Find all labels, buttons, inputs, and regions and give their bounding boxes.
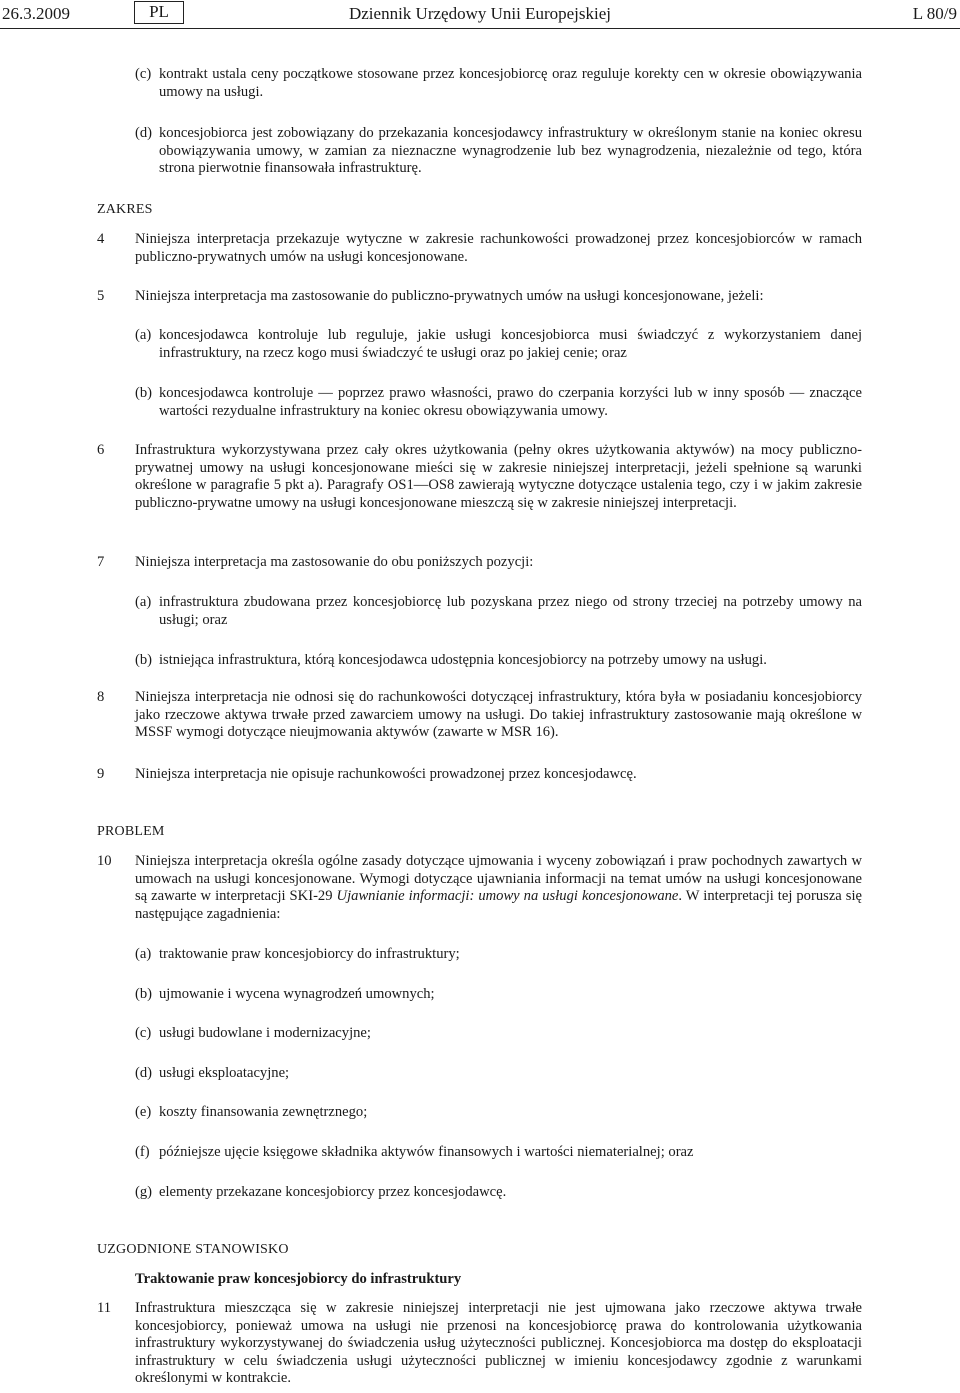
item-10f-text: późniejsze ujęcie księgowe składnika aktywów finansowych i wartości niematerialnej; oraz: [159, 1144, 694, 1160]
item-5b-text: koncesjodawca kontroluje — poprzez prawo własności, prawo do czerpania korzyści lub w inny sposób — znaczące wartości rezydualne infrastruktury na koniec okresu obowiązywania umowy.: [159, 385, 862, 419]
paragraph-10-text-end: . W interpretacji tej porusza się następujące zagadnienia:: [135, 888, 862, 922]
item-5a-text: koncesjodawca kontroluje lub reguluje, jakie usługi koncesjobiorca musi świadczyć z wykorzystaniem danej infrastruktury, na rzecz kogo musi świadczyć te usługi oraz po jakiej cenie; oraz: [159, 327, 862, 361]
header-rule: [0, 28, 960, 29]
item-label-10a: (a): [135, 946, 152, 962]
paragraph-7-text: Niniejsza interpretacja ma zastosowanie do obu poniższych pozycji:: [135, 554, 534, 570]
paragraph-8-text: Niniejsza interpretacja nie odnosi się do rachunkowości dotyczącej infrastruktury, która była w posiadaniu koncesjobiorcy jako rzeczowe aktywa trwałe przed zawarciem umowy na usługi. Do takiej infrastruktury zastosowanie mają określone w MSSF wymogi dotyczące nieujmowania aktywów (zawarte w MSR 16).: [135, 689, 862, 741]
item-d-text: koncesjobiorca jest zobowiązany do przekazania koncesjodawcy infrastruktury w określonym stanie na koniec okresu obowiązywania umowy, w zamian za nieznaczne wynagrodzenie lub bez wynagrodzenia, niezależnie od tego, która strona pierwotnie finansowała infrastrukturę.: [159, 125, 862, 177]
item-label-7b: (b): [135, 652, 153, 668]
paragraph-number-5: 5: [97, 288, 105, 304]
item-label-10d: (d): [135, 1065, 153, 1081]
language-code-box: PL: [134, 1, 184, 24]
item-label-10e: (e): [135, 1104, 152, 1120]
page-header: [0, 0, 960, 34]
paragraph-number-10: 10: [97, 853, 112, 869]
item-7b-text: istniejąca infrastruktura, którą koncesjodawca udostępnia koncesjobiorcy na potrzeby umowy na usługi.: [159, 652, 767, 668]
item-c-text: kontrakt ustala ceny początkowe stosowane przez koncesjobiorcę oraz reguluje korekty cen w okresie obowiązywania umowy na usługi.: [159, 66, 862, 100]
item-10e-text: koszty finansowania zewnętrznego;: [159, 1104, 368, 1120]
item-10a-text: traktowanie praw koncesjobiorcy do infrastruktury;: [159, 946, 460, 962]
section-heading-problem: PROBLEM: [97, 824, 165, 839]
paragraph-10-document-title: Ujawnianie informacji: umowy na usługi koncesjonowane: [336, 888, 679, 905]
item-10b-text: ujmowanie i wycena wynagrodzeń umownych;: [159, 986, 435, 1002]
item-10d-text: usługi eksploatacyjne;: [159, 1065, 290, 1081]
paragraph-number-8: 8: [97, 689, 105, 705]
item-label-5b: (b): [135, 385, 153, 401]
item-10c-text: usługi budowlane i modernizacyjne;: [159, 1025, 371, 1041]
item-7a-text: infrastruktura zbudowana przez koncesjobiorcę lub pozyskana przez niego od strony trzeciej na potrzeby umowy na usługi; oraz: [159, 594, 862, 628]
paragraph-number-7: 7: [97, 554, 105, 570]
item-label-5a: (a): [135, 327, 152, 343]
paragraph-number-4: 4: [97, 231, 105, 247]
item-label-10c: (c): [135, 1025, 152, 1041]
page-reference: L 80/9: [912, 4, 957, 23]
paragraph-10-text-start: Niniejsza interpretacja określa ogólne zasady dotyczące ujmowania i wyceny zobowiązań i praw pochodnych zawartych w umowach na usługi koncesjonowane. Wymogi dotyczące ujawniania informacji na temat umów na usługi koncesjonowane są zawarte w interpretacji SKI-29: [135, 853, 862, 905]
paragraph-11-text: Infrastruktura mieszcząca się w zakresie niniejszej interpretacji nie jest ujmowana jako rzeczowe aktywa trwałe koncesjobiorcy, ponieważ umowa na usługi nie przenosi na koncesjobiorcę prawa do kontrolowania użytkowania infrastruktury wykorzystywanej do świadczenia usług użyteczności publicznej. Koncesjobiorca ma dostęp do eksploatacji infrastruktury w celu świadczenia usługi użyteczności publicznej w imieniu koncesjodawcy zgodnie z warunkami określonymi w kontrakcie.: [135, 1300, 862, 1387]
journal-title: Dziennik Urzędowy Unii Europejskiej: [348, 4, 611, 23]
item-label-7a: (a): [135, 594, 152, 610]
item-label-10g: (g): [135, 1184, 153, 1200]
item-label-10b: (b): [135, 986, 153, 1002]
item-label-d: (d): [135, 125, 153, 141]
section-heading-zakres: ZAKRES: [97, 202, 153, 217]
paragraph-5-text: Niniejsza interpretacja ma zastosowanie do publiczno-prywatnych umów na usługi koncesjonowane, jeżeli:: [135, 288, 764, 304]
item-10g-text: elementy przekazane koncesjobiorcy przez koncesjodawcę.: [159, 1184, 507, 1200]
paragraph-number-6: 6: [97, 442, 105, 458]
item-label-10f: (f): [135, 1144, 150, 1160]
paragraph-number-11: 11: [97, 1300, 112, 1316]
item-label-c: (c): [135, 66, 152, 82]
paragraph-9-text: Niniejsza interpretacja nie opisuje rachunkowości prowadzonej przez koncesjodawcę.: [135, 766, 637, 782]
paragraph-number-9: 9: [97, 766, 105, 782]
paragraph-10-text: [135, 853, 862, 923]
section-heading-uzgodnione: UZGODNIONE STANOWISKO: [97, 1242, 289, 1257]
paragraph-6-text: Infrastruktura wykorzystywana przez cały okres użytkowania (pełny okres użytkowania aktywów) na mocy publiczno-prywatnej umowy na usługi koncesjonowane mieści się w zakresie niniejszej interpretacji, jeżeli spełnione są warunki określone w paragrafie 5 pkt a). Paragrafy OS1—OS8 zawierają wytyczne dotyczące ustalenia tego, czy i w jakim zakresie publiczno-prywatne umowy na usługi koncesjonowane mieszczą się w zakresie niniejszej interpretacji.: [135, 442, 862, 511]
paragraph-4-text: Niniejsza interpretacja przekazuje wytyczne w zakresie rachunkowości prowadzonej przez koncesjobiorców w ramach publiczno-prywatnych umów na usługi koncesjonowane.: [135, 231, 862, 265]
publication-date: 26.3.2009: [2, 4, 70, 23]
subsection-title: Traktowanie praw koncesjobiorcy do infrastruktury: [135, 1271, 462, 1287]
